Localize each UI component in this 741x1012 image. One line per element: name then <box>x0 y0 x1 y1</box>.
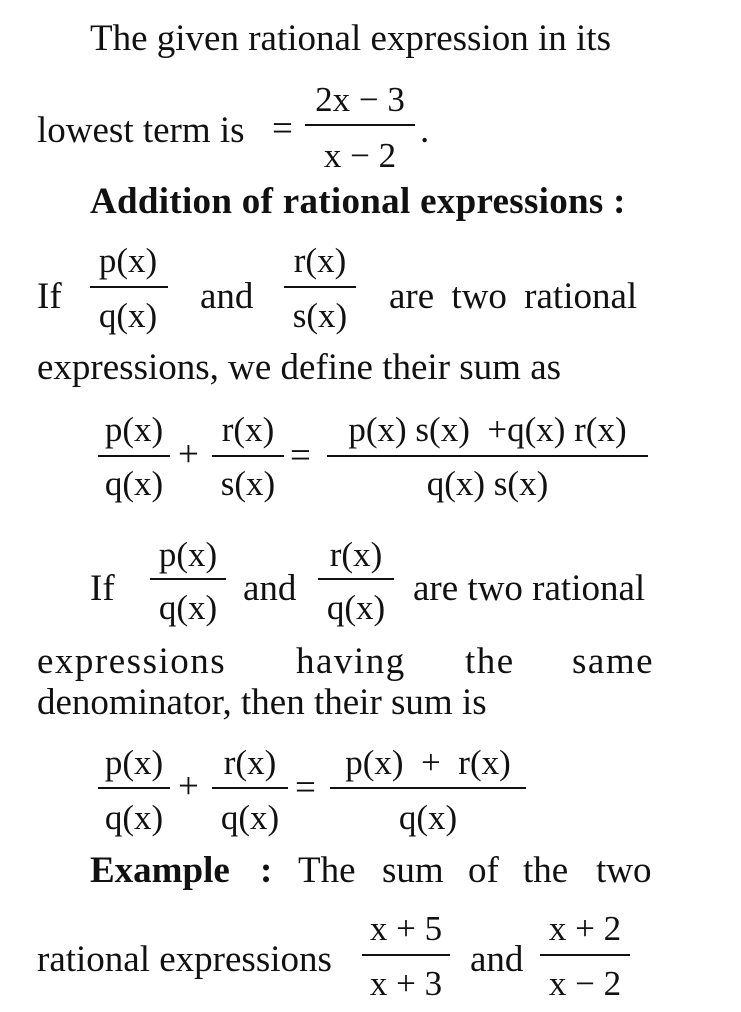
fraction-denominator: q(x) s(x) <box>426 464 549 503</box>
fraction-numerator: r(x) <box>293 241 347 280</box>
fraction-denominator: q(x) <box>158 588 218 627</box>
text-word: of <box>468 850 499 891</box>
fraction-bar <box>284 286 356 288</box>
fraction-bar <box>330 787 526 789</box>
fraction-denominator: q(x) <box>326 588 386 627</box>
fraction-bar <box>90 286 168 288</box>
fraction-denominator: q(x) <box>398 798 458 837</box>
text-line: denominator, then their sum is <box>37 682 487 723</box>
equals-sign: = <box>272 108 293 149</box>
fraction-bar <box>327 455 648 457</box>
fraction-denominator: q(x) <box>98 296 158 335</box>
fraction-bar <box>212 787 288 789</box>
fraction-denominator: s(x) <box>220 464 276 503</box>
section-heading: Addition of rational expressions : <box>90 181 626 222</box>
fraction-numerator: p(x) <box>104 410 164 449</box>
period: . <box>420 110 430 151</box>
text-and: and <box>200 276 254 317</box>
fraction-denominator: x − 2 <box>548 964 622 1003</box>
fraction-denominator: q(x) <box>104 798 164 837</box>
text-word: the <box>465 641 515 682</box>
text-and: and <box>470 939 524 980</box>
fraction-bar <box>212 455 284 457</box>
plus-sign: + <box>178 434 199 475</box>
fraction-bar <box>540 954 630 956</box>
fraction-bar <box>362 954 450 956</box>
fraction-bar <box>150 578 226 580</box>
example-label: Example <box>90 850 230 891</box>
text-word: sum <box>382 850 444 891</box>
fraction-denominator: x + 3 <box>369 964 443 1003</box>
text-word: the <box>523 850 569 891</box>
text-line: are two rational <box>389 276 638 317</box>
text-word: two <box>596 850 652 891</box>
fraction-bar <box>318 578 394 580</box>
fraction-numerator: p(x) s(x) +q(x) r(x) <box>348 410 627 449</box>
text-if: If <box>37 276 62 317</box>
fraction-bar <box>98 455 170 457</box>
text-line: are two rational <box>413 568 646 609</box>
fraction-denominator: s(x) <box>292 296 348 335</box>
fraction-bar <box>305 124 415 126</box>
fraction-numerator: x + 5 <box>369 909 443 948</box>
text-line: expressions, we define their sum as <box>37 347 562 388</box>
fraction-numerator: r(x) <box>223 743 277 782</box>
text-line: lowest term is <box>37 110 245 151</box>
fraction-denominator: q(x) <box>104 464 164 503</box>
example-colon: : <box>260 850 273 891</box>
fraction-numerator: r(x) <box>329 535 383 574</box>
equals-sign: = <box>290 435 311 476</box>
fraction-numerator: p(x) <box>98 241 158 280</box>
text-word: The <box>298 850 356 891</box>
fraction-numerator: p(x) <box>158 535 218 574</box>
fraction-denominator: x − 2 <box>323 136 397 175</box>
fraction-bar <box>98 787 170 789</box>
fraction-numerator: 2x − 3 <box>315 80 405 119</box>
text-word: having <box>296 641 406 682</box>
text-if: If <box>90 568 115 609</box>
text-word: same <box>572 641 655 682</box>
fraction-numerator: p(x) + r(x) <box>345 743 511 782</box>
text-and: and <box>243 568 297 609</box>
fraction-numerator: r(x) <box>221 410 275 449</box>
plus-sign: + <box>178 766 199 807</box>
fraction-numerator: p(x) <box>104 743 164 782</box>
fraction-denominator: q(x) <box>220 798 280 837</box>
fraction-numerator: x + 2 <box>548 909 622 948</box>
text-line: The given rational expression in its <box>90 18 611 59</box>
text-line: rational expressions <box>37 939 332 980</box>
text-word: expressions <box>37 641 227 682</box>
equals-sign: = <box>295 767 316 808</box>
